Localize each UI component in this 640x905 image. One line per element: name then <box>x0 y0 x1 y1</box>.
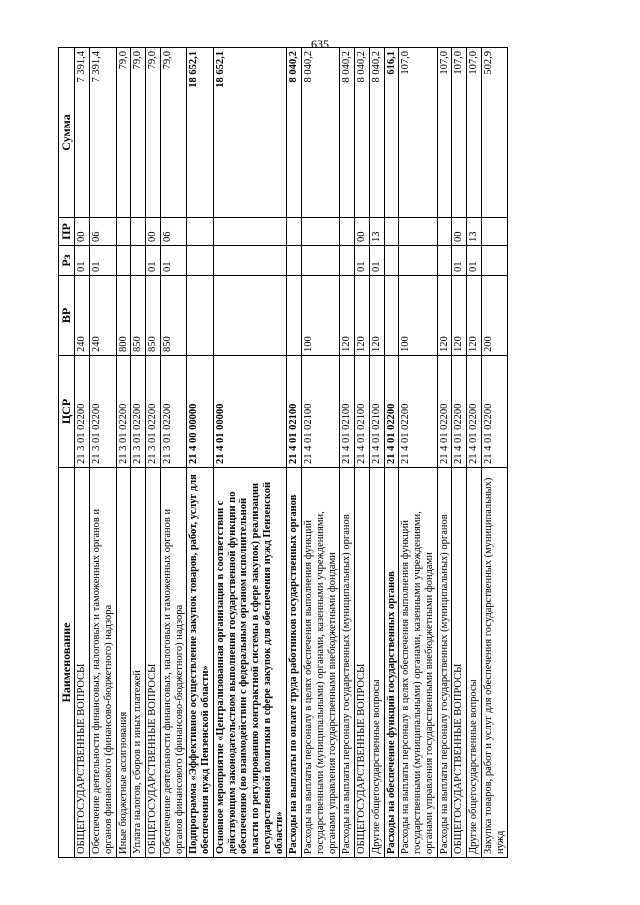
row-sum: 8 040,2 <box>302 48 340 218</box>
row-sum: 107,0 <box>452 48 467 218</box>
row-sum: 107,0 <box>467 48 482 218</box>
table-row <box>187 48 214 858</box>
row-sum: 7 391,4 <box>75 48 90 218</box>
row-pr <box>399 218 437 246</box>
row-vr: 120 <box>355 276 370 356</box>
row-name: Расходы на обеспечение функций государственных органов <box>384 468 399 858</box>
table-row <box>384 48 399 858</box>
row-sum: 107,0 <box>437 48 452 218</box>
row-name: Обеспечение деятельности финансовых, налоговых и таможенных органов и органов финансового (финансово-бюджетного) надзора <box>90 468 117 858</box>
row-name: Закупка товаров, работ и услуг для обеспечения государственных (муниципальных) нужд <box>481 468 508 858</box>
row-name: Расходы на выплаты персоналу в целях обеспечения выполнения функций государственными (муниципальными) органами, казенными учреждениями, органами управления государственными внебюджетными фондами <box>399 468 437 858</box>
row-rz: 01 <box>467 246 482 276</box>
row-name: Основное мероприятие «Централизованная организация в соответствии с действующим законодательством выполнения государственной функции по обеспечению (во взаимодействии с федеральным органом исполнительной власти по регулированию контрактной системы в сфере закупок) реализации государственной политики в сфере закупок для обеспечения нужд Пензенской области» <box>213 468 287 858</box>
row-name: ОБЩЕГОСУДАРСТВЕННЫЕ ВОПРОСЫ <box>452 468 467 858</box>
row-rz: 01 <box>160 246 187 276</box>
row-csr: 21 3 01 02200 <box>75 356 90 468</box>
row-csr: 21 3 01 02200 <box>131 356 146 468</box>
row-csr: 21 4 01 02200 <box>399 356 437 468</box>
row-rz <box>481 246 508 276</box>
row-pr <box>116 218 131 246</box>
table-row <box>90 48 117 858</box>
row-pr: 00 <box>75 218 90 246</box>
row-pr <box>384 218 399 246</box>
row-pr <box>340 218 355 246</box>
row-name: Другие общегосударственные вопросы <box>467 468 482 858</box>
header-vr: ВР <box>59 276 75 356</box>
row-rz: 01 <box>146 246 161 276</box>
row-rz: 01 <box>452 246 467 276</box>
row-vr: 120 <box>369 276 384 356</box>
row-rz <box>213 246 287 276</box>
row-pr <box>131 218 146 246</box>
row-csr: 21 4 01 02100 <box>340 356 355 468</box>
header-name: Наименование <box>59 468 75 858</box>
table-row <box>437 48 452 858</box>
row-rz <box>187 246 214 276</box>
row-sum: 79,0 <box>160 48 187 218</box>
row-csr: 21 4 01 02100 <box>355 356 370 468</box>
row-rz <box>399 246 437 276</box>
row-csr: 21 3 01 02200 <box>146 356 161 468</box>
row-csr: 21 4 01 02200 <box>437 356 452 468</box>
row-vr: 200 <box>481 276 508 356</box>
row-csr: 21 4 01 02100 <box>302 356 340 468</box>
rotated-table-sheet <box>58 48 598 858</box>
row-csr: 21 3 01 02200 <box>90 356 117 468</box>
row-rz <box>340 246 355 276</box>
row-name: ОБЩЕГОСУДАРСТВЕННЫЕ ВОПРОСЫ <box>146 468 161 858</box>
table-row <box>467 48 482 858</box>
row-csr: 21 3 01 02200 <box>116 356 131 468</box>
table-row <box>146 48 161 858</box>
table-row <box>340 48 355 858</box>
row-csr: 21 3 01 02200 <box>160 356 187 468</box>
row-name: Расходы на выплаты персоналу государственных (муниципальных) органов <box>437 468 452 858</box>
row-csr: 21 4 01 02200 <box>481 356 508 468</box>
row-name: Расходы на выплаты персоналу в целях обеспечения выполнения функций государственными (муниципальными) органами, казенными учреждениями, органами управления государственными внебюджетными фондами <box>302 468 340 858</box>
row-vr: 120 <box>340 276 355 356</box>
row-rz: 01 <box>75 246 90 276</box>
row-sum: 8 040,2 <box>355 48 370 218</box>
row-sum: 79,0 <box>146 48 161 218</box>
row-pr: 06 <box>90 218 117 246</box>
row-csr: 21 4 01 00000 <box>213 356 287 468</box>
table-row <box>213 48 287 858</box>
header-csr: ЦСР <box>59 356 75 468</box>
header-pr: ПР <box>59 218 75 246</box>
row-sum: 7 391,4 <box>90 48 117 218</box>
row-csr: 21 4 00 00000 <box>187 356 214 468</box>
row-vr: 850 <box>146 276 161 356</box>
row-rz: 01 <box>90 246 117 276</box>
table-row <box>302 48 340 858</box>
row-name: Иные бюджетные ассигнования <box>116 468 131 858</box>
table-row <box>287 48 302 858</box>
row-vr: 850 <box>160 276 187 356</box>
row-vr: 850 <box>131 276 146 356</box>
row-rz: 01 <box>355 246 370 276</box>
budget-table <box>58 47 508 858</box>
table-row <box>75 48 90 858</box>
table-row <box>116 48 131 858</box>
row-vr: 120 <box>437 276 452 356</box>
row-vr: 240 <box>90 276 117 356</box>
row-name: ОБЩЕГОСУДАРСТВЕННЫЕ ВОПРОСЫ <box>355 468 370 858</box>
row-pr <box>481 218 508 246</box>
row-pr: 06 <box>160 218 187 246</box>
row-sum: 502,9 <box>481 48 508 218</box>
row-rz <box>302 246 340 276</box>
row-vr: 120 <box>467 276 482 356</box>
row-name: Расходы на выплаты персоналу государственных (муниципальных) органов <box>340 468 355 858</box>
row-csr: 21 4 01 02100 <box>287 356 302 468</box>
row-name: Уплата налогов, сборов и иных платежей <box>131 468 146 858</box>
row-vr <box>213 276 287 356</box>
header-sum: Сумма <box>59 48 75 218</box>
row-vr: 240 <box>75 276 90 356</box>
row-pr: 00 <box>355 218 370 246</box>
row-csr: 21 4 01 02100 <box>369 356 384 468</box>
row-pr <box>302 218 340 246</box>
table-row <box>369 48 384 858</box>
row-pr <box>437 218 452 246</box>
row-sum: 79,0 <box>116 48 131 218</box>
row-pr <box>287 218 302 246</box>
row-rz <box>131 246 146 276</box>
row-vr: 100 <box>302 276 340 356</box>
row-sum: 8 040,2 <box>287 48 302 218</box>
table-row <box>452 48 467 858</box>
row-vr <box>187 276 214 356</box>
page-number: 635 <box>311 37 329 51</box>
row-sum: 8 040,2 <box>340 48 355 218</box>
row-vr: 120 <box>452 276 467 356</box>
row-vr <box>384 276 399 356</box>
row-pr: 13 <box>467 218 482 246</box>
row-vr: 800 <box>116 276 131 356</box>
row-pr: 00 <box>452 218 467 246</box>
row-pr: 13 <box>369 218 384 246</box>
row-sum: 79,0 <box>131 48 146 218</box>
row-name: Подпрограмма «Эффективное осуществление закупок товаров, работ, услуг для обеспечения нужд Пензенской области» <box>187 468 214 858</box>
row-pr <box>213 218 287 246</box>
row-sum: 616,1 <box>384 48 399 218</box>
row-sum: 107,0 <box>399 48 437 218</box>
row-name: Другие общегосударственные вопросы <box>369 468 384 858</box>
row-sum: 18 652,1 <box>213 48 287 218</box>
row-sum: 8 040,2 <box>369 48 384 218</box>
row-name: Расходы на выплаты по оплате труда работников государственных органов <box>287 468 302 858</box>
header-rz: Рз <box>59 246 75 276</box>
row-vr: 100 <box>399 276 437 356</box>
row-csr: 21 4 01 02200 <box>384 356 399 468</box>
row-rz: 01 <box>369 246 384 276</box>
row-rz <box>116 246 131 276</box>
table-row <box>399 48 437 858</box>
row-rz <box>287 246 302 276</box>
row-csr: 21 4 01 02200 <box>467 356 482 468</box>
table-row <box>131 48 146 858</box>
row-name: ОБЩЕГОСУДАРСТВЕННЫЕ ВОПРОСЫ <box>75 468 90 858</box>
row-vr <box>287 276 302 356</box>
row-pr: 00 <box>146 218 161 246</box>
table-body <box>75 48 508 858</box>
row-rz <box>384 246 399 276</box>
table-header-row <box>59 48 75 858</box>
table-row <box>481 48 508 858</box>
table-row <box>355 48 370 858</box>
row-name: Обеспечение деятельности финансовых, налоговых и таможенных органов и органов финансового (финансово-бюджетного) надзора <box>160 468 187 858</box>
row-csr: 21 4 01 02200 <box>452 356 467 468</box>
row-pr <box>187 218 214 246</box>
table-row <box>160 48 187 858</box>
row-rz <box>437 246 452 276</box>
row-sum: 18 652,1 <box>187 48 214 218</box>
